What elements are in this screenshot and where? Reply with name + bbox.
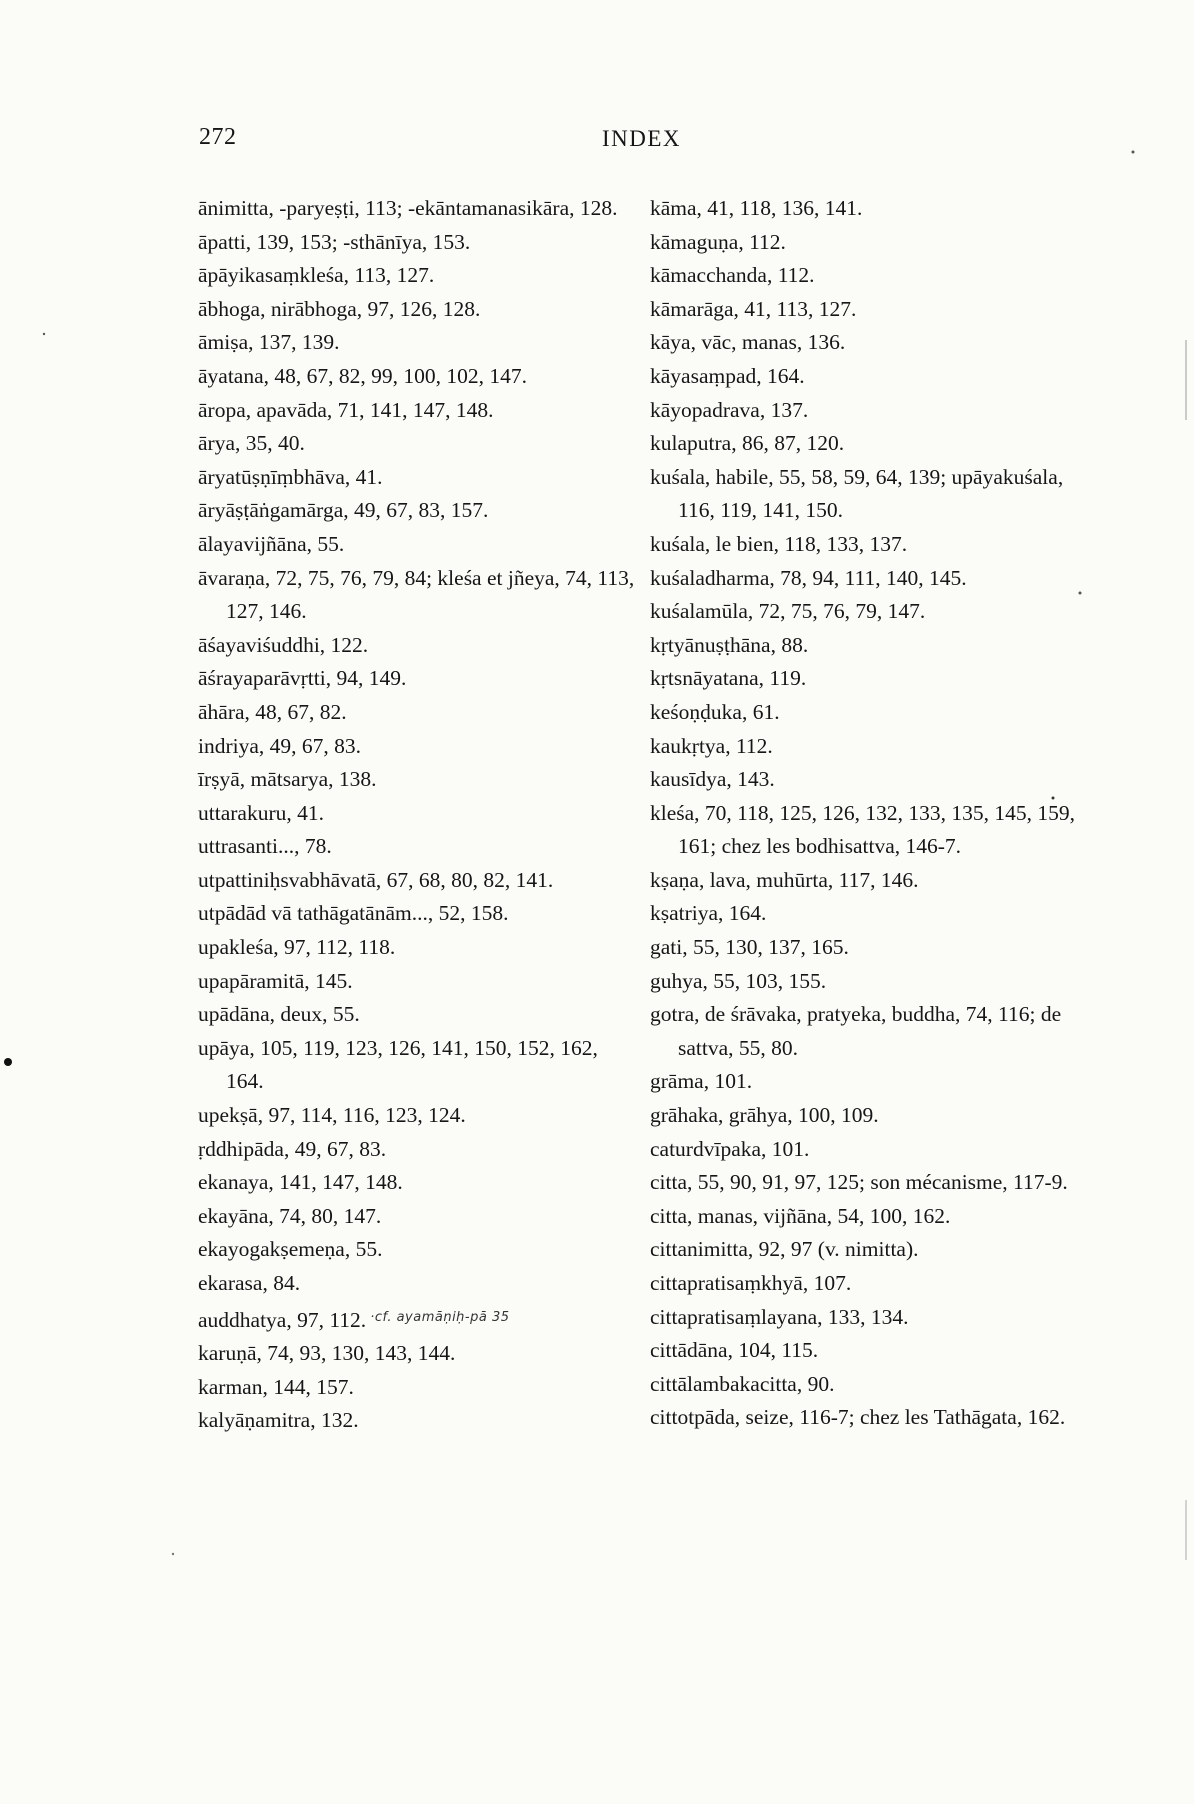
index-entry: utpādād vā tathāgatānām..., 52, 158. xyxy=(198,901,509,926)
index-entry: kṛtsnāyatana, 119. xyxy=(650,666,807,691)
index-entry: cittanimitta, 92, 97 (v. nimitta). xyxy=(650,1237,919,1262)
scan-speck xyxy=(43,333,45,335)
index-entry: kuśala, le bien, 118, 133, 137. xyxy=(650,531,908,556)
index-entry: indriya, 49, 67, 83. xyxy=(198,733,362,758)
index-entry: cittālambakacitta, 90. xyxy=(650,1371,835,1396)
index-entry: upakleśa, 97, 112, 118. xyxy=(198,935,396,960)
page-header xyxy=(0,124,1194,164)
index-entry: cittotpāda, seize, 116-7; chez les Tathāgata, 162. xyxy=(650,1405,1066,1430)
index-entry: kuśaladharma, 78, 94, 111, 140, 145. xyxy=(650,565,967,590)
index-entry: ekayogakṣemeṇa, 55. xyxy=(198,1237,383,1262)
index-entry-annotated xyxy=(198,1301,638,1338)
index-entry: ṛddhipāda, 49, 67, 83. xyxy=(198,1136,387,1161)
index-entry: kulaputra, 86, 87, 120. xyxy=(650,431,845,456)
index-entry: kāyopadrava, 137. xyxy=(650,397,809,422)
index-entry: āyatana, 48, 67, 82, 99, 100, 102, 147. xyxy=(198,363,528,388)
index-entry: utpattiniḥsvabhāvatā, 67, 68, 80, 82, 141. xyxy=(198,867,554,892)
index-entry: kāmarāga, 41, 113, 127. xyxy=(650,296,857,321)
index-entry: gati, 55, 130, 137, 165. xyxy=(650,935,849,960)
index-entry: ekarasa, 84. xyxy=(198,1271,301,1295)
index-entry: cittapratisaṃlayana, 133, 134. xyxy=(650,1304,909,1329)
index-entry: kāmaguṇa, 112. xyxy=(650,229,786,254)
index-entry: grāma, 101. xyxy=(650,1069,753,1094)
index-entry: ānimitta, -paryeṣṭi, 113; -ekāntamanasikāra, 128. xyxy=(198,196,618,220)
index-entry: citta, manas, vijñāna, 54, 100, 162. xyxy=(650,1203,951,1228)
index-entry: ālayavijñāna, 55. xyxy=(198,531,345,556)
page-number: 272 xyxy=(199,124,237,150)
index-entry: kleśa, 70, 118, 125, 126, 132, 133, 135, 145, 159, 161; chez les bodhisattva, 146-7. xyxy=(650,800,1076,859)
index-entry: upāya, 105, 119, 123, 126, 141, 150, 152, 162, 164. xyxy=(198,1035,598,1094)
index-entry: kuśala, habile, 55, 58, 59, 64, 139; upāyakuśala, 116, 119, 141, 150. xyxy=(650,464,1064,523)
handwritten-note: ·cf. ayamāṇiḥ-pā 35 xyxy=(370,1309,510,1325)
index-entry: āśayaviśuddhi, 122. xyxy=(198,632,369,657)
index-entry: āryāṣṭāṅgamārga, 49, 67, 83, 157. xyxy=(198,498,489,523)
running-head: INDEX xyxy=(602,126,682,151)
index-entry: āpāyikasaṃkleśa, 113, 127. xyxy=(198,263,435,288)
index-entry: upekṣā, 97, 114, 116, 123, 124. xyxy=(198,1103,466,1128)
index-entry: caturdvīpaka, 101. xyxy=(650,1136,810,1161)
index-entry: kausīdya, 143. xyxy=(650,767,775,792)
index-entry: kṛtyānuṣṭhāna, 88. xyxy=(650,632,809,657)
index-entry: kalyāṇamitra, 132. xyxy=(198,1408,359,1433)
index-entry: kāmacchanda, 112. xyxy=(650,263,815,288)
index-entry: kuśalamūla, 72, 75, 76, 79, 147. xyxy=(650,599,926,624)
scan-speck xyxy=(172,1553,174,1555)
index-entry: upapāramitā, 145. xyxy=(198,968,353,993)
index-entry: āśrayaparāvṛtti, 94, 149. xyxy=(198,666,407,691)
index-entry: cittādāna, 104, 115. xyxy=(650,1338,819,1363)
index-entry: ābhoga, nirābhoga, 97, 126, 128. xyxy=(198,296,481,321)
scan-speck xyxy=(4,1058,12,1066)
index-entry: kāyasaṃpad, 164. xyxy=(650,363,805,388)
index-entry-text: auddhatya, 97, 112. xyxy=(198,1307,367,1332)
index-entry: uttrasanti..., 78. xyxy=(198,834,332,859)
index-entry: guhya, 55, 103, 155. xyxy=(650,968,827,993)
index-entry: gotra, de śrāvaka, pratyeka, buddha, 74, 116; de sattva, 55, 80. xyxy=(650,1002,1062,1060)
index-entry: āhāra, 48, 67, 82. xyxy=(198,699,347,724)
index-entry: kāya, vāc, manas, 136. xyxy=(650,330,846,355)
index-column-left xyxy=(198,192,638,1438)
index-entry: ekanaya, 141, 147, 148. xyxy=(198,1170,403,1195)
index-entry: upādāna, deux, 55. xyxy=(198,1002,360,1027)
index-entry: kāma, 41, 118, 136, 141. xyxy=(650,196,863,220)
index-entry: īrṣyā, mātsarya, 138. xyxy=(198,767,377,792)
index-entry: ekayāna, 74, 80, 147. xyxy=(198,1203,382,1228)
index-entry: karman, 144, 157. xyxy=(198,1374,354,1399)
index-entry: āvaraṇa, 72, 75, 76, 79, 84; kleśa et jñeya, 74, 113, 127, 146. xyxy=(198,565,635,624)
index-column-right xyxy=(650,192,1090,1435)
index-entry: uttarakuru, 41. xyxy=(198,800,324,825)
index-entry: kṣatriya, 164. xyxy=(650,901,767,926)
index-entry: citta, 55, 90, 91, 97, 125; son mécanisme, 117-9. xyxy=(650,1170,1068,1195)
index-entry: kṣaṇa, lava, muhūrta, 117, 146. xyxy=(650,867,919,892)
index-entry: āpatti, 139, 153; -sthānīya, 153. xyxy=(198,229,471,254)
index-entry: karuṇā, 74, 93, 130, 143, 144. xyxy=(198,1341,456,1366)
index-entry: āmiṣa, 137, 139. xyxy=(198,330,340,355)
index-entry: kaukṛtya, 112. xyxy=(650,733,773,758)
index-entry: āryatūṣṇīṃbhāva, 41. xyxy=(198,464,383,489)
index-entry: keśoṇḍuka, 61. xyxy=(650,699,780,724)
index-entry: āropa, apavāda, 71, 141, 147, 148. xyxy=(198,397,494,422)
index-entry: cittapratisaṃkhyā, 107. xyxy=(650,1271,852,1295)
index-entry: ārya, 35, 40. xyxy=(198,431,305,456)
index-entry: grāhaka, grāhya, 100, 109. xyxy=(650,1103,879,1128)
